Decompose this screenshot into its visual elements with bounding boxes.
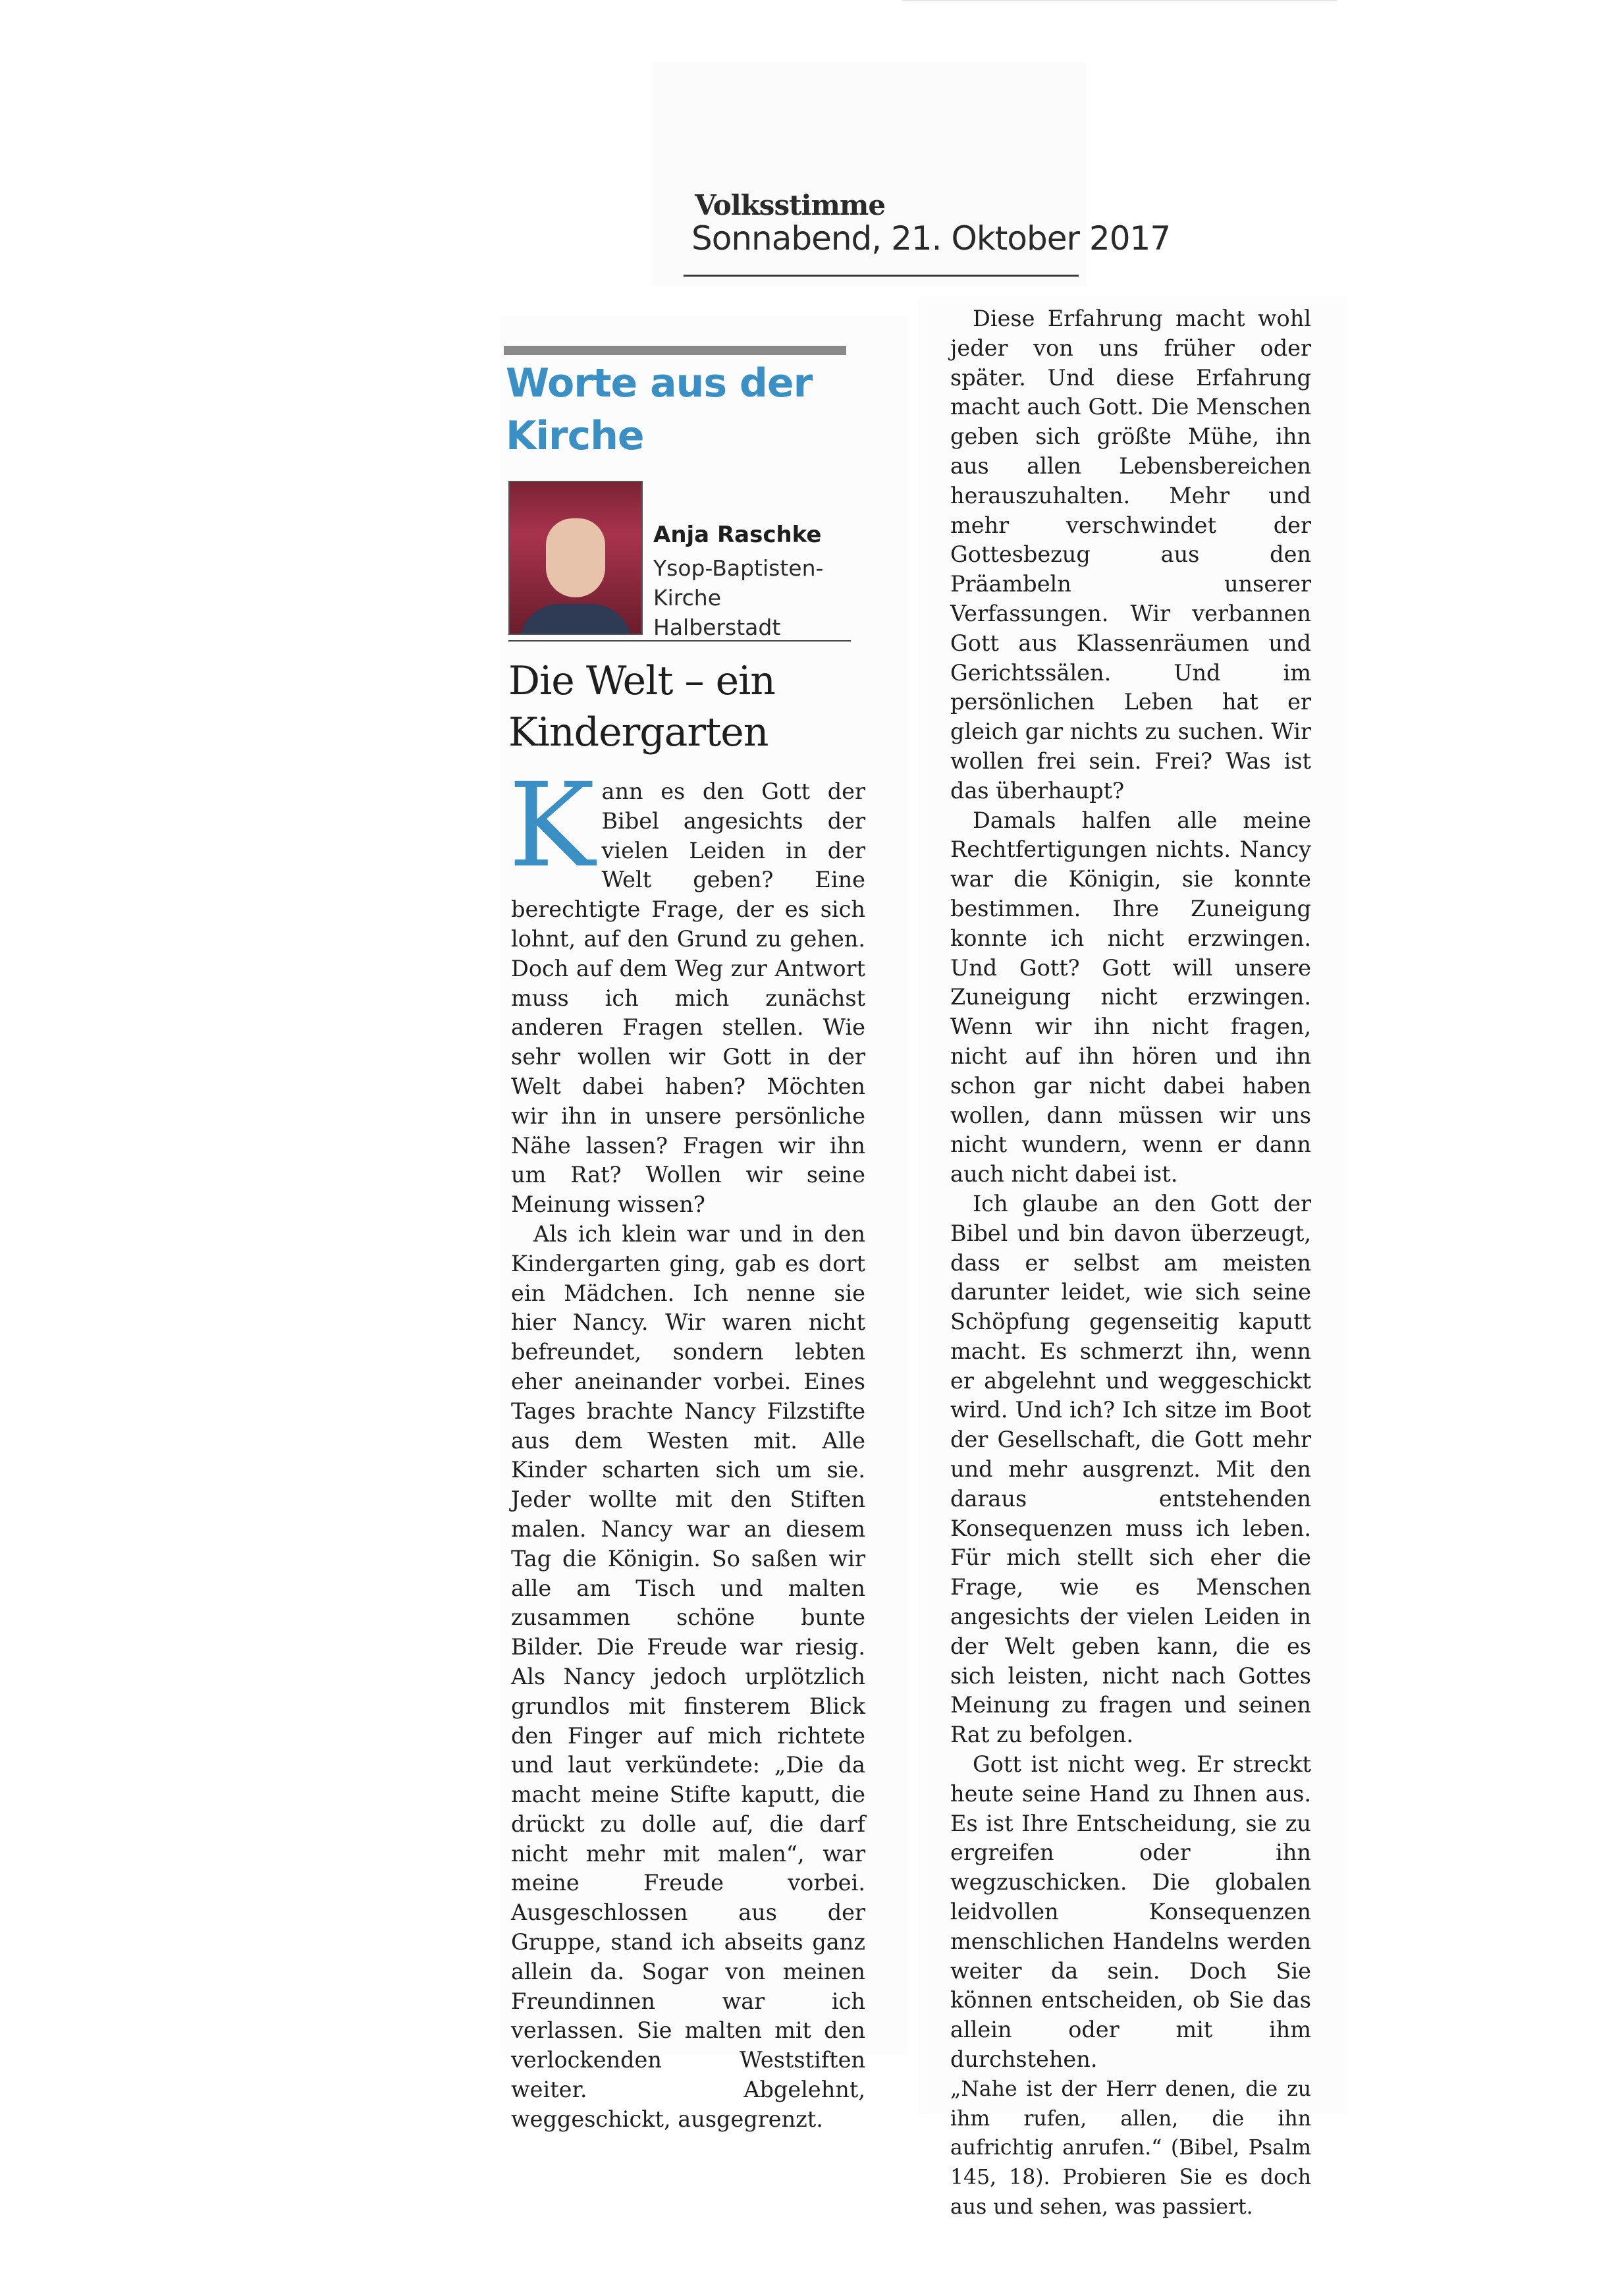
- article-body-right: [950, 304, 1311, 2222]
- newspaper-name: Volksstimme: [695, 189, 886, 221]
- portrait-shoulders: [520, 604, 632, 635]
- author-divider: [508, 640, 851, 642]
- paragraph-1: ann es den Gott der Bibel angesichts der vielen Leiden in der Welt geben? Eine berechtigte Frage, der es sich lohnt, auf den Grund zu gehen. Doch auf dem Weg zur Antwort muss ich mich zunächst anderen Fragen stellen. Wie sehr wollen wir Gott in der Welt dabei haben? Möchten wir ihn in unsere persönliche Nähe lassen? Fragen wir ihn um Rat? Wollen wir seine Meinung wissen?: [511, 779, 865, 1218]
- article-column-right: [919, 296, 1347, 2219]
- author-role: [653, 553, 851, 642]
- scan-edge: [902, 0, 1337, 1]
- article-headline: [508, 655, 851, 758]
- author-role-line-1: Ysop-Baptisten-: [653, 555, 824, 581]
- rubric-line-1: Worte aus der: [506, 360, 813, 406]
- author-portrait: [508, 481, 643, 635]
- author-role-line-2: Kirche Halberstadt: [653, 585, 781, 640]
- paragraph-6: Gott ist nicht weg. Er streckt heute seine Hand zu Ihnen aus. Es ist Ihre Entscheidung, sie zu ergreifen oder ihn wegzuschicken. Die globalen leidvollen Konsequenzen menschlichen Handelns werden weiter da sein. Doch Sie können entscheiden, ob Sie das allein oder mit ihm durchstehen.: [950, 1751, 1311, 2073]
- rubric-bar: [504, 346, 846, 355]
- paragraph-2: Als ich klein war und in den Kindergarten ging, gab es dort ein Mädchen. Ich nenne sie hier Nancy. Wir waren nicht befreundet, sondern lebten eher aneinander vorbei. Eines Tages brachte Nancy Filzstifte aus dem Westen mit. Alle Kinder scharten sich um sie. Jeder wollte mit den Stiften malen. Nancy war an diesem Tag die Königin. So saßen wir alle am Tisch und malten zusammen schöne bunte Bilder. Die Freude war riesig. Als Nancy jedoch urplötzlich grundlos mit finsterem Blick den Finger auf mich richtete und laut verkündete: „Die da macht meine Stifte kaputt, die drückt zu dolle auf, die darf nicht mehr mit malen“, war meine Freude vorbei. Ausgeschlossen aus der Gruppe, stand ich abseits ganz allein da. Sogar von meinen Freundinnen war ich verlassen. Sie malten mit den verlockenden Weststiften weiter. Abgelehnt, weggeschickt, ausgegrenzt.: [511, 1220, 865, 2132]
- rubric-title: [506, 357, 848, 462]
- paragraph-7-bible-quote: „Nahe ist der Herr denen, die zu ihm rufen, allen, die ihn aufrichtig anrufen.“ (Bibel, Psalm 145, 18). Probieren Sie es doch aus und sehen, was passiert.: [950, 2077, 1311, 2219]
- newspaper-header-clipping: [652, 63, 1171, 287]
- rubric-line-2: Kirche: [506, 413, 644, 459]
- publication-date: Sonnabend, 21. Oktober 2017: [691, 219, 1171, 258]
- article-column-left: [500, 316, 909, 2132]
- headline-line-2: Kindergarten: [508, 709, 769, 755]
- paragraph-5: Ich glaube an den Gott der Bibel und bin davon überzeugt, dass er selbst am meisten darunter leidet, wie sich seine Schöpfung gegenseitig kaputt macht. Es schmerzt ihn, wenn er abgelehnt und weggeschickt wird. Und ich? Ich sitze im Boot der Gesellschaft, die Gott mehr und mehr ausgrenzt. Mit den daraus entstehenden Konsequenzen muss ich leben. Für mich stellt sich eher die Frage, wie es Menschen angesichts der vielen Leiden in der Welt geben kann, die es sich leisten, nicht nach Gottes Meinung zu fragen und seinen Rat zu befolgen.: [950, 1190, 1311, 1748]
- article-body-left: [508, 758, 865, 2135]
- header-rule: [684, 275, 1079, 277]
- paragraph-3: Diese Erfahrung macht wohl jeder von uns früher oder später. Und diese Erfahrung macht auch Gott. Die Menschen geben sich größte Mühe, ihn aus allen Lebensbereichen herauszuhalten. Mehr und mehr verschwindet der Gottesbezug aus den Präambeln unserer Verfassungen. Wir verbannen Gott aus Klassenräumen und Gerichtssälen. Und im persönlichen Leben hat er gleich gar nichts zu suchen. Wir wollen frei sein. Frei? Was ist das überhaupt?: [950, 306, 1311, 804]
- headline-line-1: Die Welt – ein: [508, 658, 775, 704]
- portrait-face: [546, 518, 605, 597]
- drop-cap: K: [508, 758, 595, 893]
- author-name: Anja Raschke: [653, 522, 822, 548]
- paragraph-4: Damals halfen alle meine Rechtfertigungen nichts. Nancy war die Königin, sie konnte bestimmen. Ihre Zuneigung konnte ich nicht erzwingen. Und Gott? Gott will unsere Zuneigung nicht erzwingen. Wenn wir ihn nicht fragen, nicht auf ihn hören und ihn schon gar nicht dabei haben wollen, dann müssen wir uns nicht wundern, wenn er dann auch nicht dabei ist.: [950, 807, 1311, 1188]
